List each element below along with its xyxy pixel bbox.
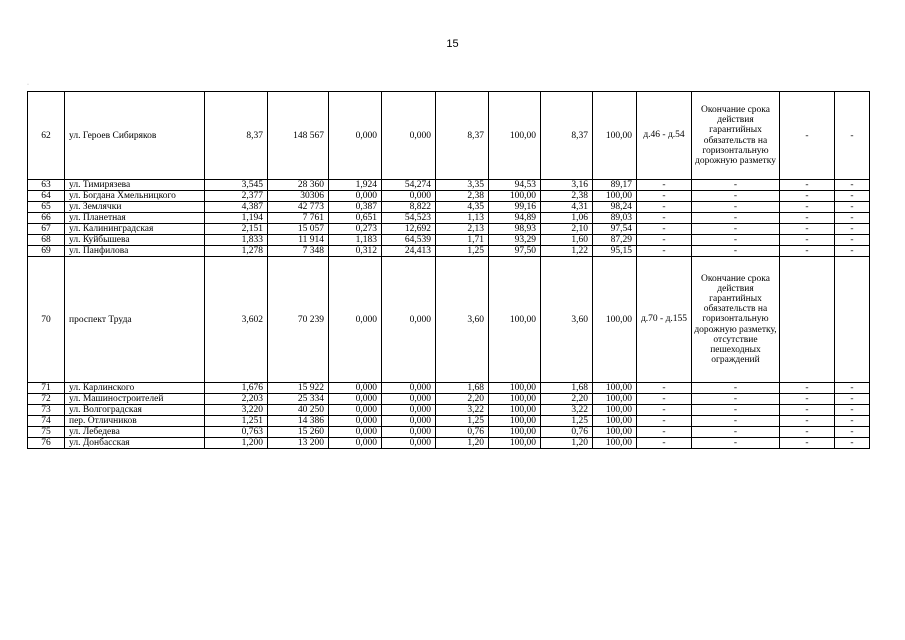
col-1: 0,763 <box>205 427 268 438</box>
col-reason: - <box>692 427 780 438</box>
col-addresses: - <box>637 416 692 427</box>
page-number: 15 <box>446 38 459 50</box>
col-1: 3,602 <box>205 257 268 383</box>
col-addresses: - <box>637 383 692 394</box>
col-3: 0,000 <box>329 92 382 180</box>
col-3: 0,000 <box>329 427 382 438</box>
col-2: 28 360 <box>268 180 329 191</box>
col-addresses: - <box>637 191 692 202</box>
col-12: - <box>835 405 870 416</box>
col-reason: - <box>692 405 780 416</box>
col-4: 0,000 <box>382 394 436 405</box>
row-number: 75 <box>28 427 65 438</box>
col-reason: Окончание срока действия гарантийных обязательств на горизонтальную дорожную разметку <box>692 92 780 180</box>
street-name: пер. Отличников <box>65 416 205 427</box>
col-6: 100,00 <box>489 405 541 416</box>
row-number: 76 <box>28 438 65 449</box>
col-4: 0,000 <box>382 438 436 449</box>
col-12: - <box>835 438 870 449</box>
table-row <box>28 213 870 224</box>
col-addresses: д.70 - д.155 <box>637 257 692 383</box>
col-12: - <box>835 92 870 180</box>
street-name: ул. Карлинского <box>65 383 205 394</box>
col-reason: - <box>692 416 780 427</box>
col-11: - <box>780 235 835 246</box>
col-addresses: - <box>637 202 692 213</box>
col-3: 0,000 <box>329 405 382 416</box>
col-6: 98,93 <box>489 224 541 235</box>
col-11: - <box>780 180 835 191</box>
col-2: 70 239 <box>268 257 329 383</box>
col-addresses: - <box>637 224 692 235</box>
table-row <box>28 235 870 246</box>
col-12: - <box>835 202 870 213</box>
col-6: 100,00 <box>489 257 541 383</box>
col-1: 4,387 <box>205 202 268 213</box>
col-1: 2,151 <box>205 224 268 235</box>
row-number: 66 <box>28 213 65 224</box>
col-12: - <box>835 394 870 405</box>
col-1: 2,377 <box>205 191 268 202</box>
col-reason: - <box>692 180 780 191</box>
row-number: 70 <box>28 257 65 383</box>
col-4: 0,000 <box>382 416 436 427</box>
col-2: 15 057 <box>268 224 329 235</box>
col-5: 1,20 <box>436 438 489 449</box>
col-5: 4,35 <box>436 202 489 213</box>
col-1: 3,545 <box>205 180 268 191</box>
col-4: 0,000 <box>382 191 436 202</box>
street-name: ул. Лебедева <box>65 427 205 438</box>
col-3: 0,273 <box>329 224 382 235</box>
col-11: - <box>780 416 835 427</box>
col-5: 2,13 <box>436 224 489 235</box>
col-8: 98,24 <box>593 202 637 213</box>
col-11 <box>780 257 835 383</box>
row-number: 67 <box>28 224 65 235</box>
row-number: 69 <box>28 246 65 257</box>
col-addresses: - <box>637 180 692 191</box>
col-8: 100,00 <box>593 92 637 180</box>
col-8: 95,15 <box>593 246 637 257</box>
col-8: 97,54 <box>593 224 637 235</box>
street-name: проспект Труда <box>65 257 205 383</box>
col-7: 8,37 <box>541 92 593 180</box>
col-1: 2,203 <box>205 394 268 405</box>
street-name: ул. Панфилова <box>65 246 205 257</box>
col-reason: - <box>692 394 780 405</box>
col-6: 100,00 <box>489 383 541 394</box>
col-reason: - <box>692 202 780 213</box>
col-12 <box>835 257 870 383</box>
col-4: 0,000 <box>382 92 436 180</box>
col-8: 100,00 <box>593 257 637 383</box>
col-7: 3,16 <box>541 180 593 191</box>
col-4: 54,523 <box>382 213 436 224</box>
col-1: 1,676 <box>205 383 268 394</box>
col-8: 100,00 <box>593 438 637 449</box>
col-2: 13 200 <box>268 438 329 449</box>
col-5: 2,38 <box>436 191 489 202</box>
col-1: 8,37 <box>205 92 268 180</box>
col-3: 0,000 <box>329 257 382 383</box>
col-3: 0,651 <box>329 213 382 224</box>
table-row <box>28 224 870 235</box>
col-11: - <box>780 394 835 405</box>
col-6: 100,00 <box>489 394 541 405</box>
col-7: 2,20 <box>541 394 593 405</box>
col-11: - <box>780 191 835 202</box>
col-7: 2,38 <box>541 191 593 202</box>
col-reason: - <box>692 246 780 257</box>
col-6: 100,00 <box>489 191 541 202</box>
table-row <box>28 416 870 427</box>
col-1: 1,251 <box>205 416 268 427</box>
col-12: - <box>835 246 870 257</box>
col-8: 100,00 <box>593 427 637 438</box>
col-reason: - <box>692 383 780 394</box>
col-6: 94,53 <box>489 180 541 191</box>
col-addresses: - <box>637 405 692 416</box>
col-8: 87,29 <box>593 235 637 246</box>
col-5: 1,13 <box>436 213 489 224</box>
col-5: 2,20 <box>436 394 489 405</box>
col-5: 1,68 <box>436 383 489 394</box>
col-7: 0,76 <box>541 427 593 438</box>
col-4: 0,000 <box>382 257 436 383</box>
col-3: 0,000 <box>329 394 382 405</box>
street-name: ул. Планетная <box>65 213 205 224</box>
col-2: 15 922 <box>268 383 329 394</box>
row-number: 71 <box>28 383 65 394</box>
col-addresses: - <box>637 246 692 257</box>
col-12: - <box>835 416 870 427</box>
roads-table <box>27 91 870 449</box>
col-2: 40 250 <box>268 405 329 416</box>
col-4: 64,539 <box>382 235 436 246</box>
col-11: - <box>780 438 835 449</box>
col-4: 0,000 <box>382 427 436 438</box>
col-3: 1,183 <box>329 235 382 246</box>
col-6: 97,50 <box>489 246 541 257</box>
col-8: 89,17 <box>593 180 637 191</box>
col-2: 30306 <box>268 191 329 202</box>
col-8: 100,00 <box>593 416 637 427</box>
col-6: 94,89 <box>489 213 541 224</box>
col-6: 100,00 <box>489 416 541 427</box>
col-reason: Окончание срока действия гарантийных обязательств на горизонтальную дорожную разметку, отсутствие пешеходных ограждений <box>692 257 780 383</box>
col-1: 1,194 <box>205 213 268 224</box>
col-7: 4,31 <box>541 202 593 213</box>
col-3: 0,312 <box>329 246 382 257</box>
street-name: ул. Волгоградская <box>65 405 205 416</box>
col-11: - <box>780 427 835 438</box>
col-reason: - <box>692 213 780 224</box>
col-3: 0,000 <box>329 416 382 427</box>
col-addresses: - <box>637 438 692 449</box>
col-11: - <box>780 405 835 416</box>
col-reason: - <box>692 235 780 246</box>
col-6: 100,00 <box>489 427 541 438</box>
col-11: - <box>780 246 835 257</box>
col-5: 8,37 <box>436 92 489 180</box>
col-5: 3,60 <box>436 257 489 383</box>
row-number: 65 <box>28 202 65 213</box>
col-3: 0,000 <box>329 191 382 202</box>
col-7: 1,06 <box>541 213 593 224</box>
table-row <box>28 438 870 449</box>
col-7: 1,60 <box>541 235 593 246</box>
table-row <box>28 394 870 405</box>
row-number: 62 <box>28 92 65 180</box>
corner-mark: · <box>27 82 29 88</box>
col-addresses: - <box>637 213 692 224</box>
col-7: 3,22 <box>541 405 593 416</box>
col-7: 3,60 <box>541 257 593 383</box>
street-name: ул. Героев Сибиряков <box>65 92 205 180</box>
row-number: 63 <box>28 180 65 191</box>
col-7: 1,22 <box>541 246 593 257</box>
col-addresses: - <box>637 394 692 405</box>
street-name: ул. Богдана Хмельницкого <box>65 191 205 202</box>
row-number: 73 <box>28 405 65 416</box>
table-row <box>28 257 870 383</box>
col-2: 7 348 <box>268 246 329 257</box>
col-6: 100,00 <box>489 92 541 180</box>
col-8: 100,00 <box>593 394 637 405</box>
col-12: - <box>835 383 870 394</box>
col-3: 0,387 <box>329 202 382 213</box>
col-2: 7 761 <box>268 213 329 224</box>
street-name: ул. Калининградская <box>65 224 205 235</box>
col-8: 89,03 <box>593 213 637 224</box>
col-12: - <box>835 235 870 246</box>
street-name: ул. Донбасская <box>65 438 205 449</box>
col-6: 100,00 <box>489 438 541 449</box>
col-6: 99,16 <box>489 202 541 213</box>
col-1: 1,278 <box>205 246 268 257</box>
col-5: 1,25 <box>436 246 489 257</box>
street-name: ул. Машиностроителей <box>65 394 205 405</box>
col-4: 0,000 <box>382 383 436 394</box>
col-7: 1,25 <box>541 416 593 427</box>
street-name: ул. Тимирязева <box>65 180 205 191</box>
col-5: 1,71 <box>436 235 489 246</box>
table-row <box>28 405 870 416</box>
table-row <box>28 180 870 191</box>
col-8: 100,00 <box>593 405 637 416</box>
col-3: 0,000 <box>329 383 382 394</box>
col-reason: - <box>692 191 780 202</box>
col-addresses: - <box>637 427 692 438</box>
col-11: - <box>780 383 835 394</box>
table-row <box>28 383 870 394</box>
col-2: 148 567 <box>268 92 329 180</box>
col-4: 24,413 <box>382 246 436 257</box>
col-5: 0,76 <box>436 427 489 438</box>
col-7: 1,68 <box>541 383 593 394</box>
col-12: - <box>835 213 870 224</box>
street-name: ул. Куйбышева <box>65 235 205 246</box>
row-number: 72 <box>28 394 65 405</box>
col-11: - <box>780 92 835 180</box>
col-1: 1,833 <box>205 235 268 246</box>
col-7: 2,10 <box>541 224 593 235</box>
table-body <box>28 92 870 449</box>
col-3: 0,000 <box>329 438 382 449</box>
col-4: 8,822 <box>382 202 436 213</box>
col-7: 1,20 <box>541 438 593 449</box>
col-2: 11 914 <box>268 235 329 246</box>
col-8: 100,00 <box>593 191 637 202</box>
col-1: 1,200 <box>205 438 268 449</box>
table-row <box>28 92 870 180</box>
col-12: - <box>835 224 870 235</box>
col-12: - <box>835 191 870 202</box>
col-1: 3,220 <box>205 405 268 416</box>
col-5: 3,22 <box>436 405 489 416</box>
table-row <box>28 202 870 213</box>
col-11: - <box>780 202 835 213</box>
table-row <box>28 246 870 257</box>
table-row <box>28 427 870 438</box>
table-row <box>28 191 870 202</box>
col-2: 42 773 <box>268 202 329 213</box>
col-11: - <box>780 224 835 235</box>
col-5: 1,25 <box>436 416 489 427</box>
col-4: 54,274 <box>382 180 436 191</box>
col-4: 0,000 <box>382 405 436 416</box>
col-6: 93,29 <box>489 235 541 246</box>
row-number: 68 <box>28 235 65 246</box>
col-addresses: - <box>637 235 692 246</box>
col-2: 14 386 <box>268 416 329 427</box>
col-addresses: д.46 - д.54 <box>637 92 692 180</box>
row-number: 64 <box>28 191 65 202</box>
col-reason: - <box>692 438 780 449</box>
col-5: 3,35 <box>436 180 489 191</box>
col-11: - <box>780 213 835 224</box>
col-3: 1,924 <box>329 180 382 191</box>
row-number: 74 <box>28 416 65 427</box>
col-4: 12,692 <box>382 224 436 235</box>
col-12: - <box>835 180 870 191</box>
col-reason: - <box>692 224 780 235</box>
col-2: 25 334 <box>268 394 329 405</box>
col-12: - <box>835 427 870 438</box>
col-2: 15 260 <box>268 427 329 438</box>
col-8: 100,00 <box>593 383 637 394</box>
street-name: ул. Землячки <box>65 202 205 213</box>
